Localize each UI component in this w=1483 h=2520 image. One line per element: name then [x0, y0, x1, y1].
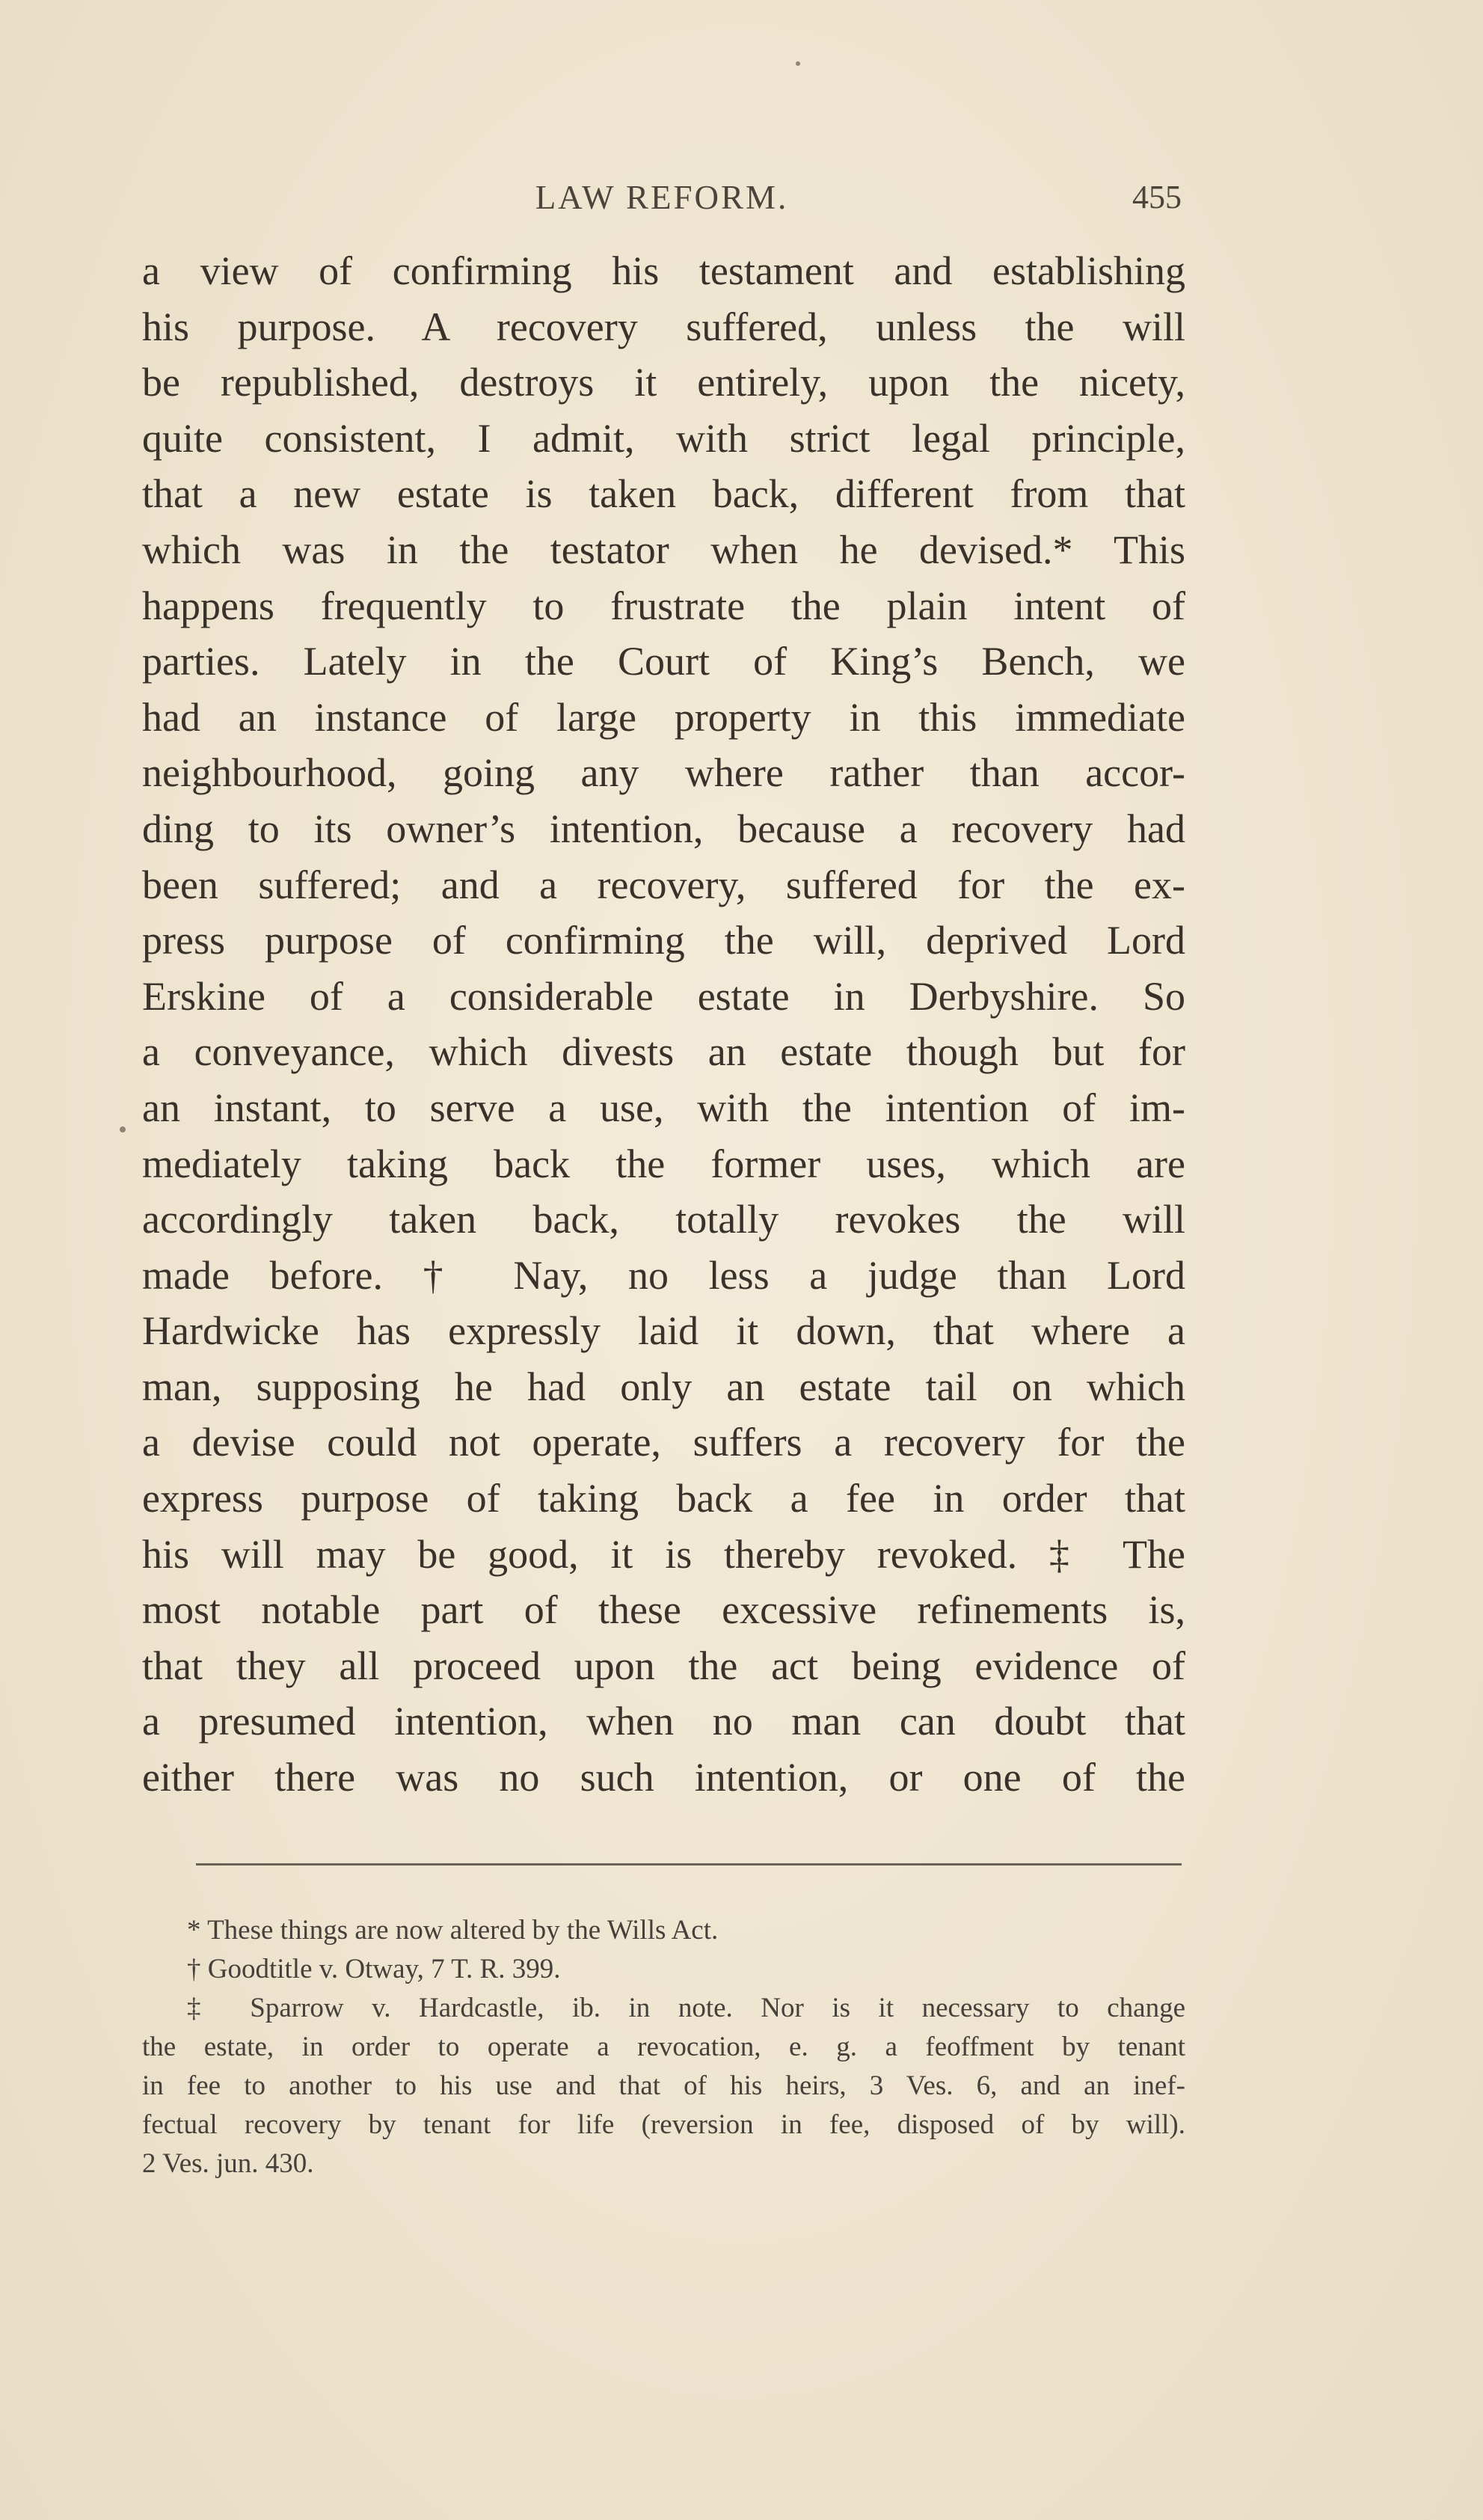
footnote-3-continued: the estate, in order to operate a revocation, e. g. a feoffment by tenant	[142, 2032, 1185, 2062]
footnote-3-continued: fectual recovery by tenant for life (reversion in fee, disposed of by will).	[142, 2109, 1185, 2140]
body-line: made before. † Nay, no less a judge than Lord	[142, 1252, 1185, 1298]
paper-speck	[120, 1126, 126, 1132]
body-text	[142, 243, 1185, 1806]
body-line: a presumed intention, when no man can doubt that	[142, 1699, 1185, 1744]
footnote-2: † Goodtitle v. Otway, 7 T. R. 399.	[187, 1954, 561, 1984]
body-line: express purpose of taking back a fee in order that	[142, 1476, 1185, 1521]
body-line: most notable part of these excessive refinements is,	[142, 1587, 1185, 1633]
body-line: either there was no such intention, or one of the	[142, 1755, 1185, 1800]
footnotes	[142, 1911, 1185, 2183]
body-line: been suffered; and a recovery, suffered for the ex-	[142, 862, 1185, 907]
footnote-rule	[196, 1863, 1182, 1866]
body-line: his purpose. A recovery suffered, unless the will	[142, 304, 1185, 349]
body-line: an instant, to serve a use, with the intention of im-	[142, 1085, 1185, 1130]
body-line: mediately taking back the former uses, which are	[142, 1141, 1185, 1186]
body-line: be republished, destroys it entirely, upon the nicety,	[142, 360, 1185, 405]
body-line: quite consistent, I admit, with strict legal principle,	[142, 415, 1185, 461]
body-line: man, supposing he had only an estate tail on which	[142, 1364, 1185, 1409]
body-line: Erskine of a considerable estate in Derbyshire. So	[142, 973, 1185, 1019]
body-line: parties. Lately in the Court of King’s Bench, we	[142, 639, 1185, 684]
running-head	[142, 178, 1182, 230]
body-line: Hardwicke has expressly laid it down, that where a	[142, 1308, 1185, 1354]
body-line: accordingly taken back, totally revokes the will	[142, 1197, 1185, 1242]
running-head-title: LAW REFORM.	[535, 179, 789, 216]
body-line: that they all proceed upon the act being evidence of	[142, 1643, 1185, 1688]
body-line: which was in the testator when he devised.* This	[142, 527, 1185, 572]
body-line: had an instance of large property in this immediate	[142, 694, 1185, 740]
body-line: a view of confirming his testament and establishing	[142, 248, 1185, 293]
body-line: a conveyance, which divests an estate though but for	[142, 1029, 1185, 1075]
body-line: neighbourhood, going any where rather than accor-	[142, 750, 1185, 796]
body-line: press purpose of confirming the will, deprived Lord	[142, 918, 1185, 963]
footnote-3-continued: 2 Ves. jun. 430.	[142, 2148, 314, 2179]
body-line: his will may be good, it is thereby revoked. ‡ The	[142, 1531, 1185, 1577]
footnote-1: * These things are now altered by the Wills Act.	[187, 1915, 719, 1946]
body-line: ding to its owner’s intention, because a recovery had	[142, 806, 1185, 851]
paper-speck	[796, 61, 800, 66]
page-number: 455	[1132, 179, 1182, 215]
footnote-3-continued: in fee to another to his use and that of his heirs, 3 Ves. 6, and an inef-	[142, 2070, 1185, 2101]
body-line: a devise could not operate, suffers a recovery for the	[142, 1420, 1185, 1465]
body-line: that a new estate is taken back, different from that	[142, 471, 1185, 517]
body-line: happens frequently to frustrate the plain intent of	[142, 583, 1185, 628]
footnote-3: ‡ Sparrow v. Hardcastle, ib. in note. Nor is it necessary to change	[187, 1993, 1185, 2023]
